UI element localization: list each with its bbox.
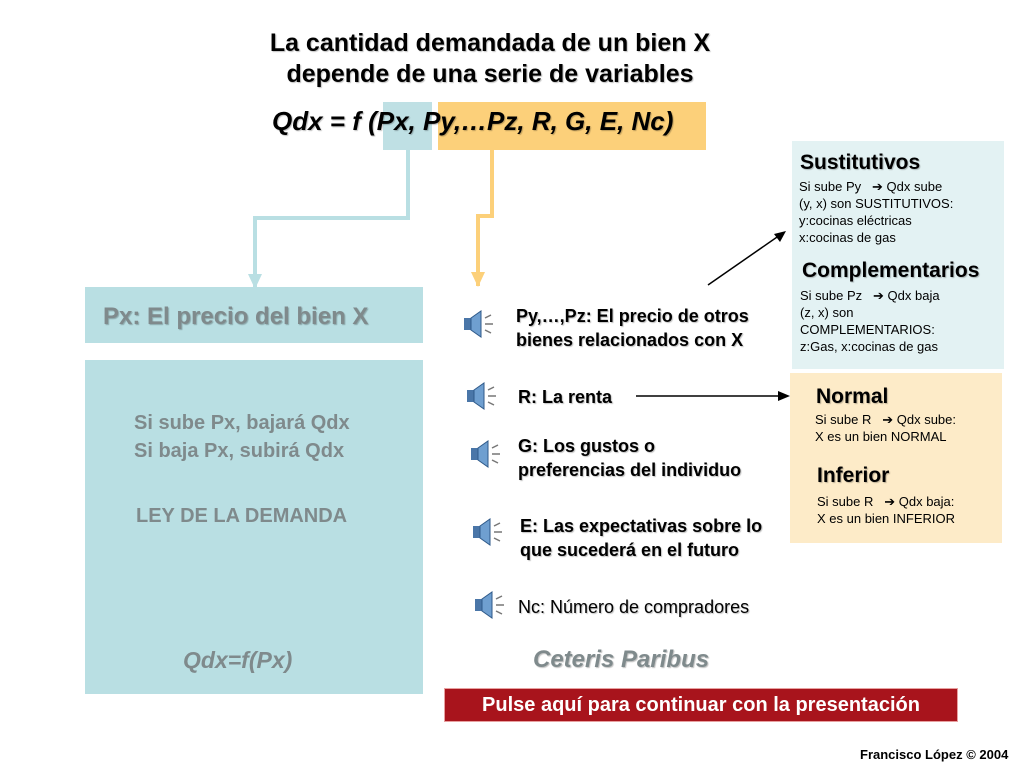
speaker-icon[interactable] — [465, 381, 501, 411]
sustitutivos-line-3: y:cocinas eléctricas — [799, 213, 912, 228]
rest-connector — [478, 150, 492, 286]
rest-arrowhead — [471, 272, 485, 287]
inferior-heading: Inferior — [817, 464, 890, 487]
variable-r-line-1: R: La renta — [518, 387, 613, 407]
variable-item-renta — [518, 385, 612, 409]
speaker-icon[interactable] — [469, 439, 505, 469]
normal-line-2: X es un bien NORMAL — [815, 429, 947, 444]
variable-py-line-2: bienes relacionados con X — [516, 330, 744, 350]
arrow-right-icon: ➔ — [882, 412, 894, 427]
arrow-right-icon: ➔ — [884, 494, 896, 509]
complementarios-line-3: COMPLEMENTARIOS: — [800, 322, 935, 337]
px-box — [85, 287, 423, 343]
complementarios-line-2: (z, x) son — [800, 305, 854, 320]
law-of-demand: LEY DE LA DEMANDA — [136, 505, 348, 527]
px-connector — [255, 150, 408, 288]
inferior-line-1: Si sube R ➔ Qdx baja: — [817, 494, 955, 509]
sustitutivos-line-2: (y, x) son SUSTITUTIVOS: — [799, 196, 954, 211]
variable-item-compradores — [518, 595, 749, 619]
speaker-icon[interactable] — [471, 517, 507, 547]
variable-item-gustos — [518, 434, 741, 482]
px-title: Px: El precio del bien X — [103, 303, 369, 330]
demand-formula: Qdx = f (Px, Py,…Pz, R, G, E, Nc) — [272, 106, 674, 136]
speaker-icon[interactable] — [462, 309, 498, 339]
variable-item-py-pz — [516, 304, 749, 352]
demand-function — [272, 100, 712, 150]
related-goods-box — [792, 141, 1004, 369]
variable-g-line-1: G: Los gustos o — [518, 436, 655, 456]
author-footer: Francisco López © 2004 — [860, 747, 1009, 762]
complementarios-line-1: Si sube Pz ➔ Qdx baja — [800, 288, 940, 303]
variable-nc-line-1: Nc: Número de compradores — [518, 597, 750, 617]
income-goods-box — [790, 373, 1002, 543]
title-line-2: depende de una serie de variables — [286, 60, 694, 88]
rule-line-2: Si baja Px, subirá Qdx — [134, 440, 345, 462]
sustitutivos-line-4: x:cocinas de gas — [799, 230, 896, 245]
variable-py-line-1: Py,…,Pz: El precio de otros — [516, 306, 749, 326]
normal-line-1: Si sube R ➔ Qdx sube: — [815, 412, 957, 427]
variable-e-line-1: E: Las expectativas sobre lo — [520, 516, 763, 536]
slide-title — [0, 28, 980, 90]
speaker-icon[interactable] — [473, 590, 509, 620]
variable-e-line-2: que sucederá en el futuro — [520, 540, 740, 560]
continue-button[interactable]: Pulse aquí para continuar con la presentación — [444, 688, 958, 722]
rule-line-1: Si sube Px, bajará Qdx — [134, 412, 350, 434]
sustitutivos-heading: Sustitutivos — [800, 151, 921, 174]
variable-g-line-2: preferencias del individuo — [518, 460, 742, 480]
sustitutivos-line-1: Si sube Py ➔ Qdx sube — [799, 179, 943, 194]
px-function: Qdx=f(Px) — [183, 647, 293, 673]
demand-law-box — [85, 360, 423, 694]
complementarios-heading: Complementarios — [802, 259, 980, 282]
variable-item-expectativas — [520, 514, 762, 562]
arrow-right-icon: ➔ — [873, 288, 884, 303]
ceteris-paribus: Ceteris Paribus — [533, 646, 710, 673]
normal-heading: Normal — [816, 385, 889, 408]
complementarios-line-4: z:Gas, x:cocinas de gas — [800, 339, 939, 354]
inferior-line-2: X es un bien INFERIOR — [817, 511, 955, 526]
to-sustitutivos-arrow — [708, 235, 780, 285]
title-line-1: La cantidad demandada de un bien X — [269, 29, 711, 57]
arrow-right-icon: ➔ — [872, 179, 883, 194]
